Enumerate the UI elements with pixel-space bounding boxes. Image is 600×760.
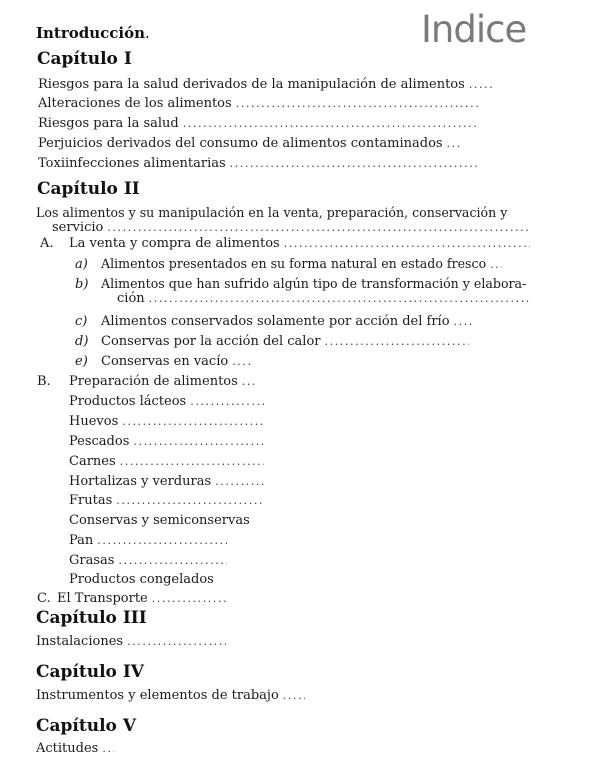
introduction-heading: Introducción. xyxy=(36,24,150,42)
list-item: Frutas ..... xyxy=(69,493,264,508)
toc-entry: Riesgos para la salud ..... xyxy=(38,116,478,131)
toc-entry-line1: Los alimentos y su manipulación en la venta, preparación, conservación y xyxy=(36,205,508,220)
toc-entry: Toxiinfecciones alimentarias ..... xyxy=(38,156,478,171)
toc-entry: Riesgos para la salud derivados de la manipulación de alimentos ..... xyxy=(38,77,508,92)
list-item: Carnes ..... xyxy=(69,454,264,469)
subitem-b-line2: ción ..... xyxy=(117,291,529,306)
subitem-d: d) Conservas por la acción del calor ..... xyxy=(75,334,515,349)
chapter-4-heading: Capítulo IV xyxy=(36,662,144,682)
list-item: Productos lácteos ..... xyxy=(69,394,264,409)
section-a: A. La venta y compra de alimentos ..... xyxy=(40,236,530,251)
toc-entry: Instalaciones ..... xyxy=(36,634,226,649)
list-item: Hortalizas y verduras ..... xyxy=(69,474,264,489)
section-b: B. Preparación de alimentos ..... xyxy=(37,374,277,389)
toc-entry: Perjuicios derivados del consumo de alimentos contaminados ..... xyxy=(38,136,478,151)
list-item: Pescados ..... xyxy=(69,434,264,449)
toc-entry: Actitudes ..... xyxy=(36,741,156,756)
subitem-e: e) Conservas en vacío ..... xyxy=(75,354,315,369)
index-title: Indice xyxy=(421,8,527,51)
list-item: Grasas ..... xyxy=(69,553,227,568)
chapter-3-heading: Capítulo III xyxy=(36,608,147,628)
subitem-b: b) Alimentos que han sufrido algún tipo de transformación y elabora- xyxy=(75,276,527,292)
toc-entry-line2: servicio ..... xyxy=(52,220,528,235)
list-item: Productos congelados xyxy=(69,572,214,587)
list-item: Conservas y semiconservas xyxy=(69,513,250,528)
chapter-1-heading: Capítulo I xyxy=(37,49,132,69)
toc-entry: Alteraciones de los alimentos ..... xyxy=(38,96,478,111)
section-c: C. El Transporte ..... xyxy=(37,591,227,606)
toc-entry: Instrumentos y elementos de trabajo ..... xyxy=(36,688,316,703)
list-item: Huevos ..... xyxy=(69,414,264,429)
subitem-c: c) Alimentos conservados solamente por acción del frío ..... xyxy=(75,314,495,329)
chapter-5-heading: Capítulo V xyxy=(36,716,137,736)
list-item: Pan ..... xyxy=(69,533,227,548)
subitem-a: a) Alimentos presentados en su forma natural en estado fresco ..... xyxy=(75,256,530,272)
chapter-2-heading: Capítulo II xyxy=(37,179,140,199)
